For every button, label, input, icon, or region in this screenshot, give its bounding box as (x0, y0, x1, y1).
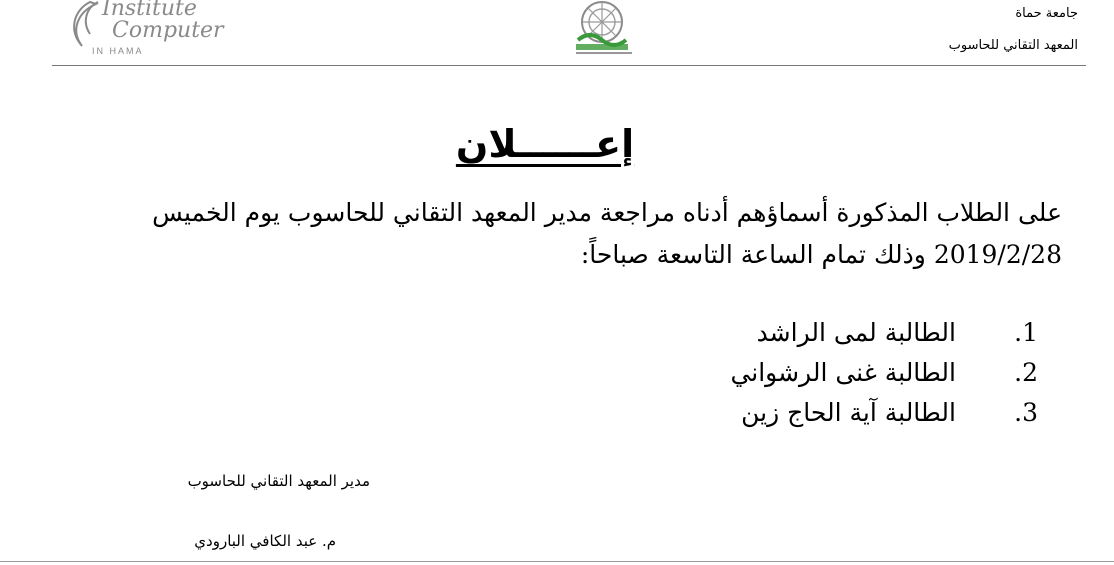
student-list-item (730, 358, 1038, 396)
student-name: الطالبة آية الحاج زين (741, 398, 956, 427)
announcement-title (0, 122, 1090, 166)
university-logo (570, 0, 640, 60)
university-name: جامعة حماة (1015, 6, 1078, 21)
student-list-item (757, 318, 1038, 356)
student-list-item (741, 398, 1038, 436)
student-name: الطالبة غنى الرشواني (730, 358, 956, 387)
signature-name: م. عبد الكافي البارودي (194, 532, 336, 550)
announcement-body-line1: على الطلاب المذكورة أسماؤهم أدناه مراجعة مدير المعهد التقاني للحاسوب يوم الخميس (152, 198, 1062, 227)
page-bottom-edge (0, 561, 1114, 562)
header-divider (52, 65, 1086, 66)
university-waterwheel-icon (570, 0, 640, 60)
student-number: 2. (1014, 358, 1038, 387)
announcement-body-line2: 2019/2/28 وذلك تمام الساعة التاسعة صباحاً: (580, 240, 1062, 269)
signature-position: مدير المعهد التقاني للحاسوب (187, 472, 370, 490)
institute-name: المعهد التقاني للحاسوب (948, 38, 1078, 53)
logo-word-computer: Computer (112, 18, 224, 43)
logo-word-institute: Institute (102, 0, 197, 21)
logo-word-in-hama: IN HAMA (92, 46, 144, 56)
student-number: 3. (1014, 398, 1038, 427)
student-number: 1. (1014, 318, 1038, 347)
announcement-title-text: إعــــــلان (455, 122, 635, 166)
institute-logo (60, 0, 240, 60)
student-name: الطالبة لمى الراشد (756, 318, 956, 347)
